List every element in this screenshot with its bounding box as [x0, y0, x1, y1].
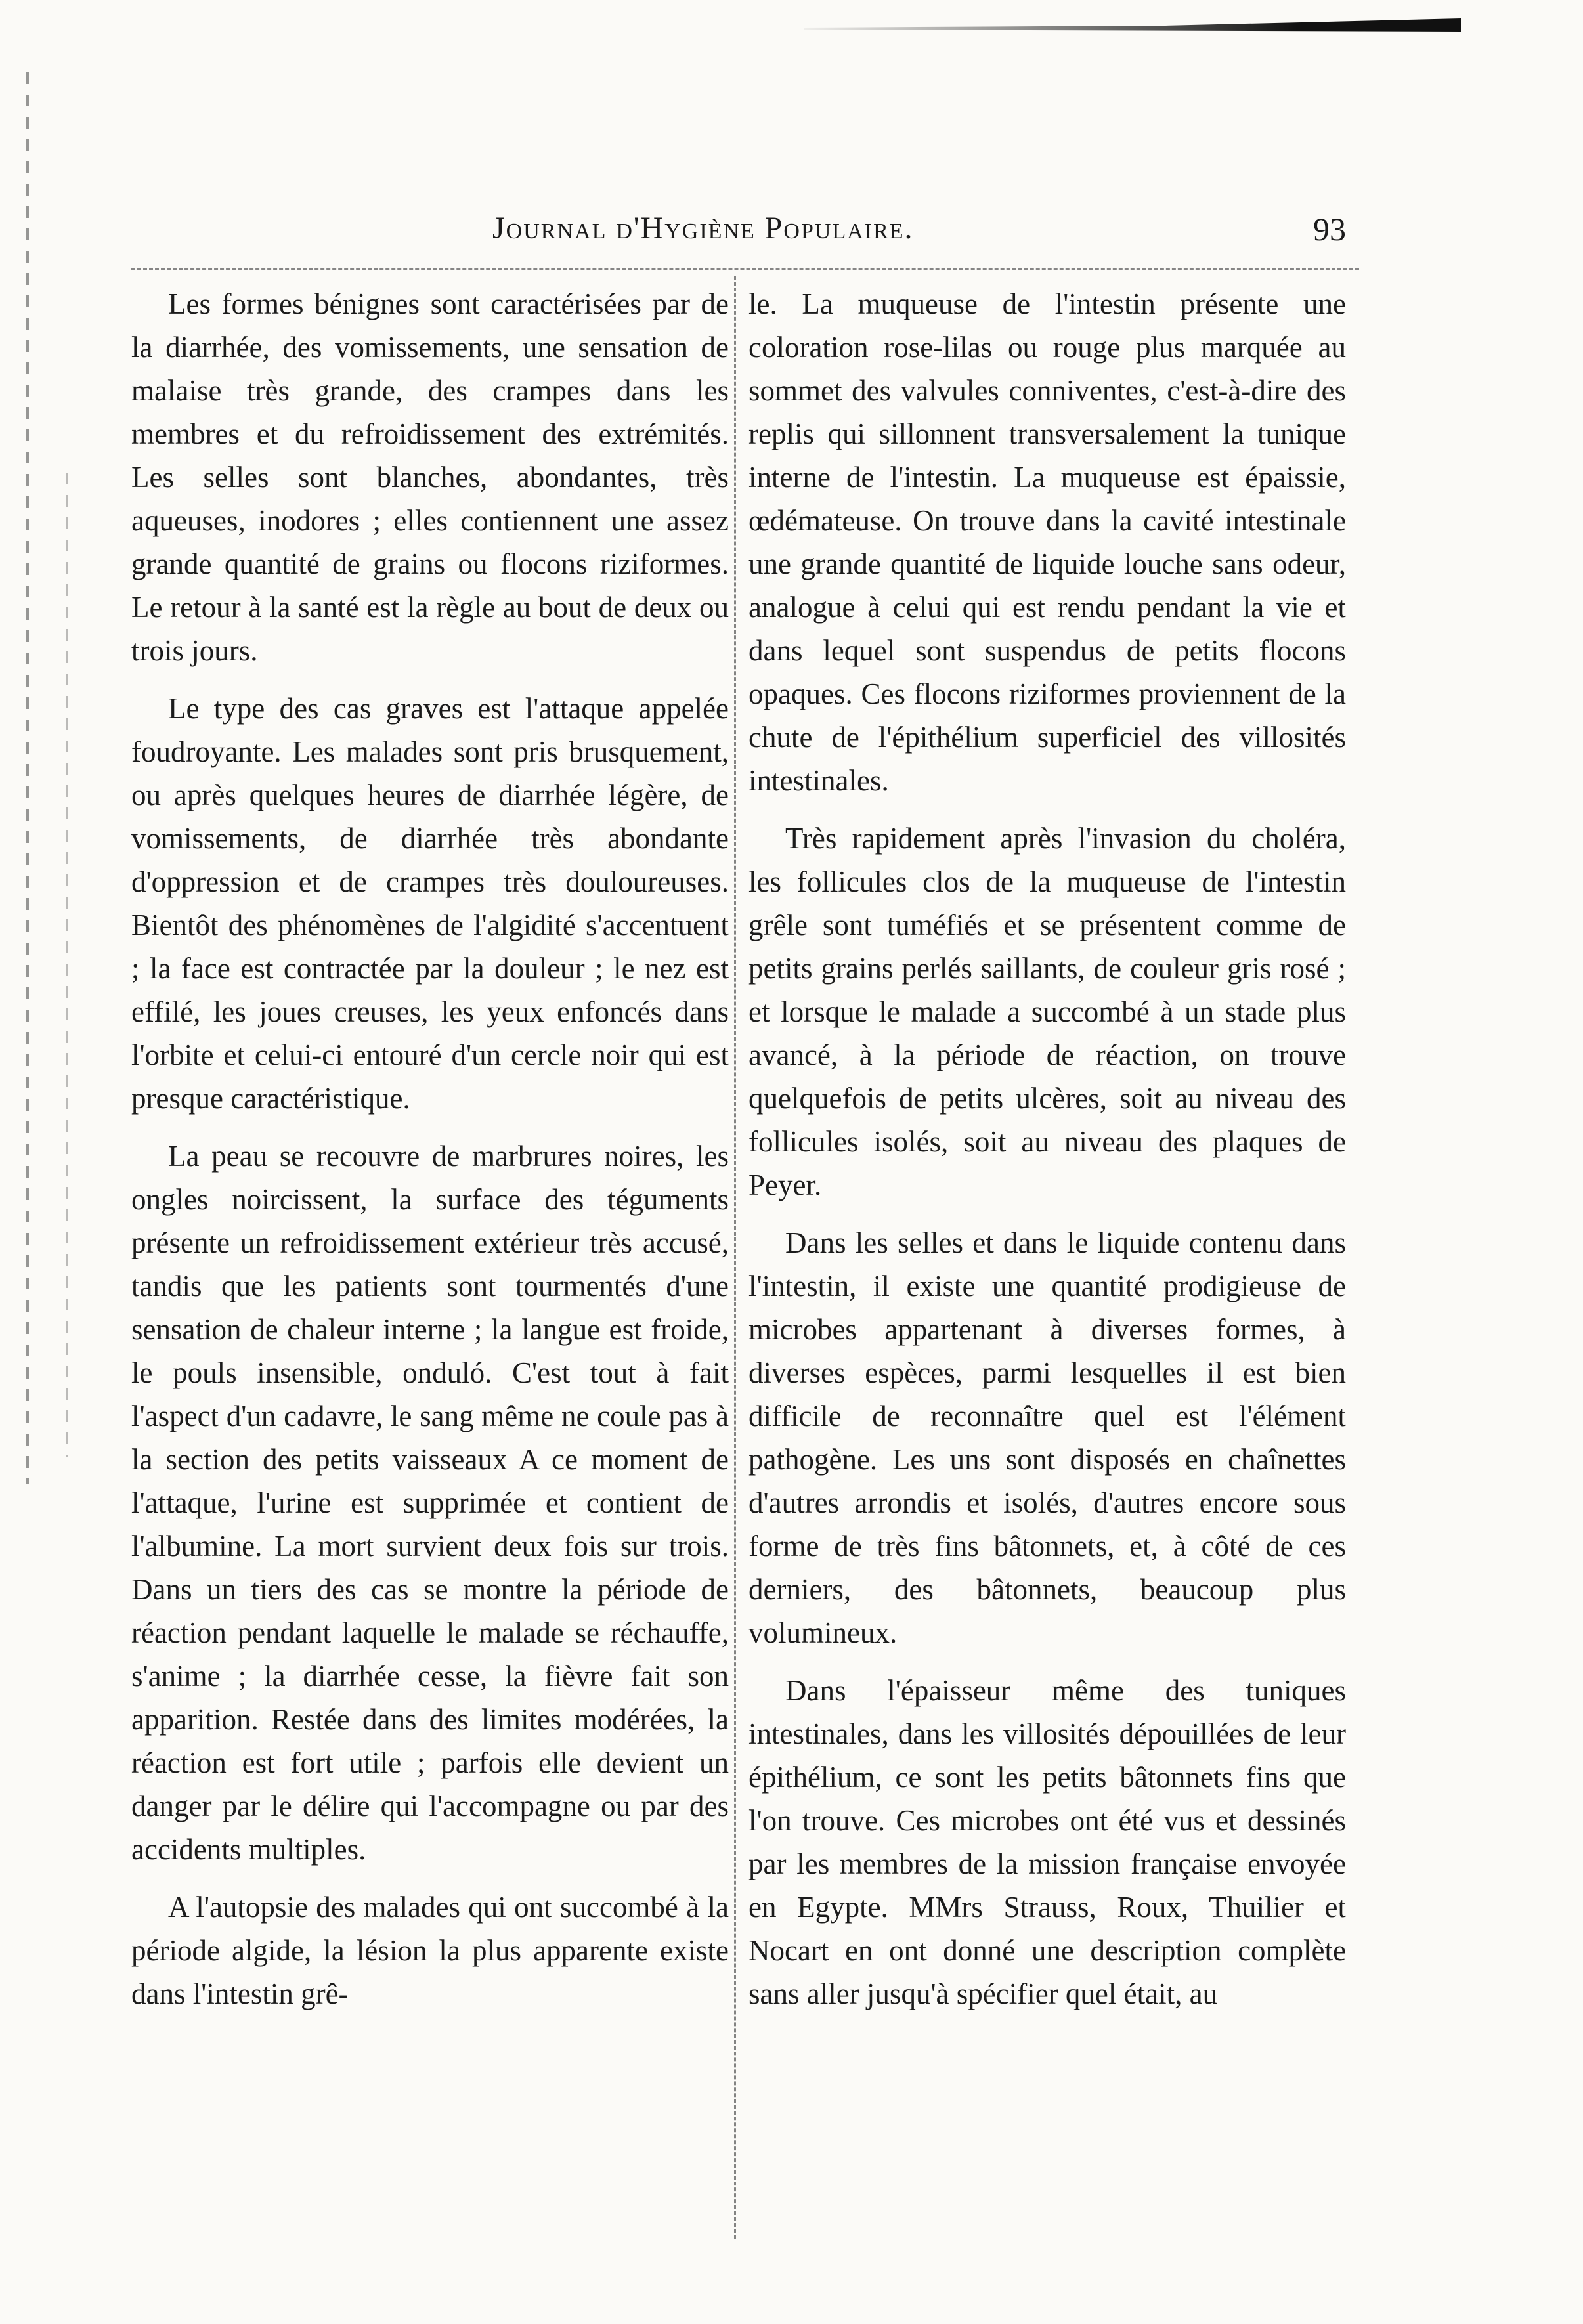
paragraph: le. La muqueuse de l'intestin présente une coloration rose-lilas ou rouge plus marquée au sommet des valvules conniventes, c'est-à-dire des replis qui sillonnent transversalement la tunique interne de l'intestin. La muqueuse est épaissie, œdémateuse. On trouve dans la cavité intestinale une grande quantité de liquide louche sans odeur, analogue à celui qui est rendu pendant la vie et dans lequel sont suspendus de petits flocons opaques. Ces flocons riziformes proviennent de la chute de l'épithélium superficiel des villosités intestinales.	[748, 288, 1346, 797]
paragraph: Le type des cas graves est l'attaque appelée foudroyante. Les malades sont pris brusquement, ou après quelques heures de diarrhée légère, de vomissements, de diarrhée très abondante d'oppression et de crampes très douloureuses. Bientôt des phénomènes de l'algidité s'accentuent ; la face est contractée par la douleur ; le nez est effilé, les joues creuses, les yeux enfoncés dans l'orbite et celui-ci entouré d'un cercle noir qui est presque caractéristique.	[131, 692, 729, 1115]
top-scan-bar	[804, 18, 1461, 32]
page-header	[151, 210, 1346, 256]
paragraph: La peau se recouvre de marbrures noires, les ongles noircissent, la surface des téguments présente un refroidissement extérieur très accusé, tandis que les patients sont tourmentés d'une sensation de chaleur interne ; la langue est froide, le pouls insensible, onduló. C'est tout à fait l'aspect d'un cadavre, le sang même ne coule pas à la section des petits vaisseaux A ce moment de l'attaque, l'urine est supprimée et contient de l'albumine. La mort survient deux fois sur trois. Dans un tiers des cas se montre la période de réaction pendant laquelle le malade se réchauffe, s'anime ; la diarrhée cesse, la fièvre fait son apparition. Restée dans des limites modérées, la réaction est fort utile ; parfois elle devient un danger par le délire qui l'accompagne ou par des accidents multiples.	[131, 1140, 729, 1866]
paragraph: Les formes bénignes sont caractérisées par de la diarrhée, des vomissements, une sensation de malaise très grande, des crampes dans les membres et du refroidissement des extrémités. Les selles sont blanches, abondantes, très aqueuses, inodores ; elles contiennent une assez grande quantité de grains ou flocons riziformes. Le retour à la santé est la règle au bout de deux ou trois jours.	[131, 288, 729, 667]
running-title: Journal d'Hygiène Populaire.	[492, 211, 914, 246]
page-number: 93	[1313, 211, 1346, 247]
header-rule	[131, 268, 1359, 270]
paragraph: Très rapidement après l'invasion du choléra, les follicules clos de la muqueuse de l'intestin grêle sont tuméfiés et se présentent comme de petits grains perlés saillants, de couleur gris rosé ; et lorsque le malade a succombé à un stade plus avancé, à la période de réaction, on trouve quelquefois de petits ulcères, soit au niveau des follicules isolés, soit au niveau des plaques de Peyer.	[748, 822, 1346, 1201]
paragraph: Dans les selles et dans le liquide contenu dans l'intestin, il existe une quantité prodigieuse de microbes appartenant à diverses formes, à diverses espèces, parmi lesquelles il est bien difficile de reconnaître quel est l'élément pathogène. Les uns sont disposés en chaînettes d'autres arrondis et isolés, d'autres encore sous forme de très fins bâtonnets, et, à côté de ces derniers, des bâtonnets, beaucoup plus volumineux.	[748, 1226, 1346, 1649]
paragraph: Dans l'épaisseur même des tuniques intestinales, dans les villosités dépouillées de leur épithélium, ce sont les petits bâtonnets fins que l'on trouve. Ces microbes ont été vus et dessinés par les membres de la mission française envoyée en Egypte. MMrs Strauss, Roux, Thuilier et Nocart en ont donné une description complète sans aller jusqu'à spécifier quel était, au	[748, 1674, 1346, 2010]
column-rule	[734, 276, 736, 2239]
left-edge-scan-mark	[26, 72, 29, 1484]
paragraph: A l'autopsie des malades qui ont succombé à la période algide, la lésion la plus apparente existe dans l'intestin grê-	[131, 1891, 729, 2010]
right-column	[748, 282, 1346, 2030]
left-edge-scan-mark-secondary	[66, 473, 68, 1457]
left-column	[131, 282, 729, 2030]
